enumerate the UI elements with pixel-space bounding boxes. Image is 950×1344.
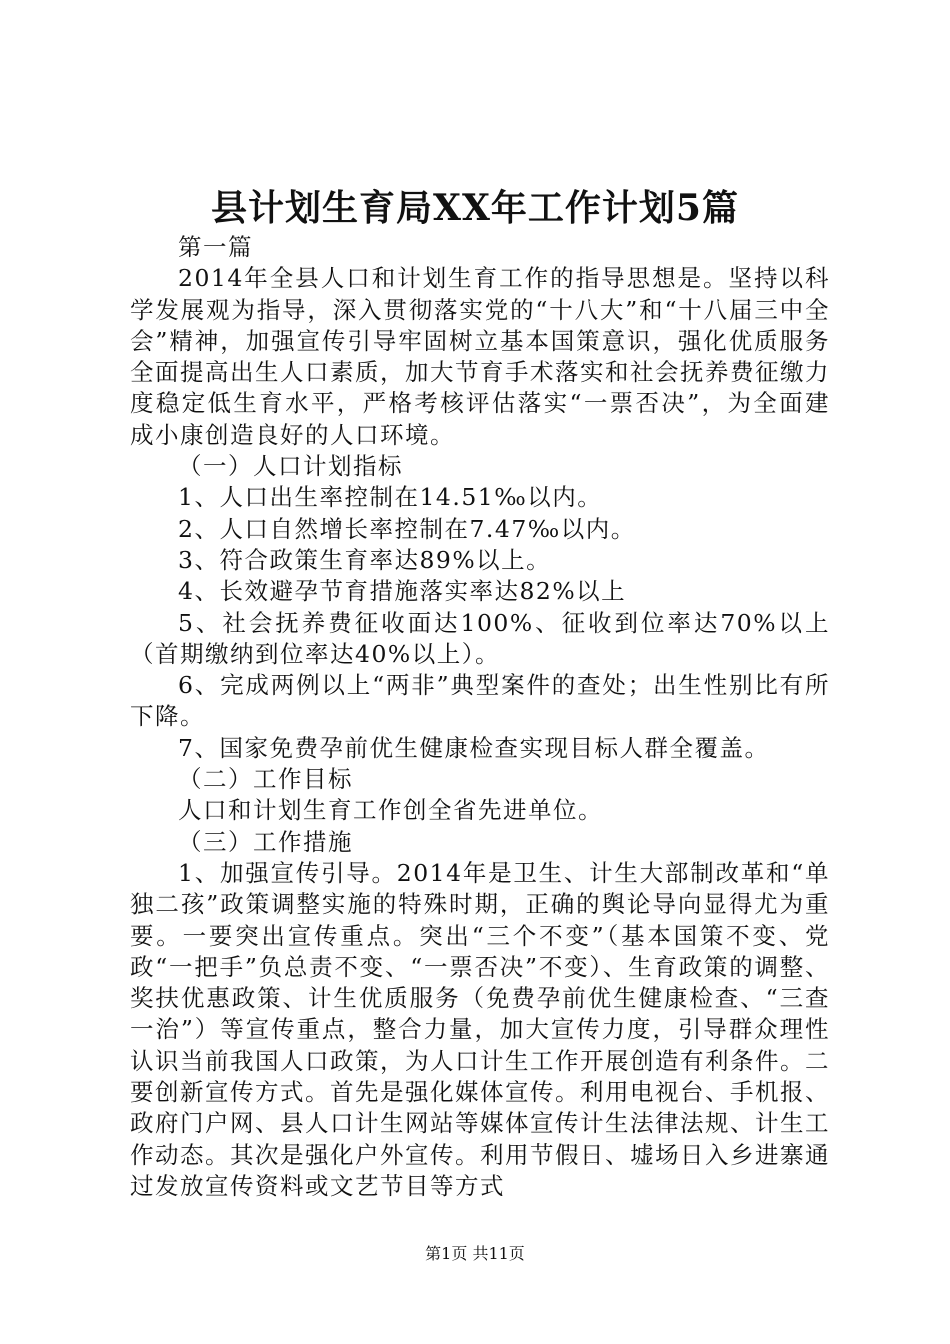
paragraph: 1、加强宣传引导。2014年是卫生、计生大部制改革和“单独二孩”政策调整实施的特殊时期，正确的舆论导向显得尤为重要。一要突出宣传重点。突出“三个不变”（基本国策不变、党政“一把手”负总责不变、“一票否决”不变）、生育政策的调整、奖扶优惠政策、计生优质服务（免费孕前优生健康检查、“三查一治”）等宣传重点，整合力量，加大宣传力度，引导群众理性认识当前我国人口政策，为人口计生工作开展创造有利条件。二要创新宣传方式。首先是强化媒体宣传。利用电视台、手机报、政府门户网、县人口计生网站等媒体宣传计生法律法规、计生工作动态。其次是强化户外宣传。利用节假日、墟场日入乡进寨通过发放宣传资料或文艺节目等方式 [130, 858, 830, 1200]
document-body [130, 232, 830, 1202]
list-item: 4、长效避孕节育措施落实率达82%以上 [178, 577, 627, 606]
document-title: 县计划生育局XX年工作计划5篇 [211, 187, 739, 229]
list-item: 6、完成两例以上“两非”典型案件的查处；出生性别比有所下降。 [130, 671, 830, 731]
list-item: 1、人口出生率控制在14.51‰以内。 [178, 483, 603, 512]
subsection-heading: （一）人口计划指标 [178, 452, 403, 481]
list-item: 2、人口自然增长率控制在7.47‰以内。 [178, 514, 636, 543]
subsection-heading: （三）工作措施 [178, 827, 353, 856]
list-item: 3、符合政策生育率达89%以上。 [178, 545, 552, 574]
paragraph: 人口和计划生育工作创全省先进单位。 [178, 796, 603, 825]
list-item: 5、社会抚养费征收面达100%、征收到位率达70%以上（首期缴纳到位率达40%以上）。 [130, 608, 830, 668]
page-footer: 第1页 共11页 [425, 1244, 525, 1263]
subsection-heading: （二）工作目标 [178, 765, 353, 794]
list-item: 7、国家免费孕前优生健康检查实现目标人群全覆盖。 [178, 733, 770, 762]
paragraph: 2014年全县人口和计划生育工作的指导思想是。坚持以科学发展观为指导，深入贯彻落实党的“十八大”和“十八届三中全会”精神，加强宣传引导牢固树立基本国策意识，强化优质服务全面提高出生人口素质，加大节育手术落实和社会抚养费征缴力度稳定低生育水平，严格考核评估落实“一票否决”，为全面建成小康创造良好的人口环境。 [130, 264, 830, 449]
section-heading: 第一篇 [178, 233, 253, 261]
